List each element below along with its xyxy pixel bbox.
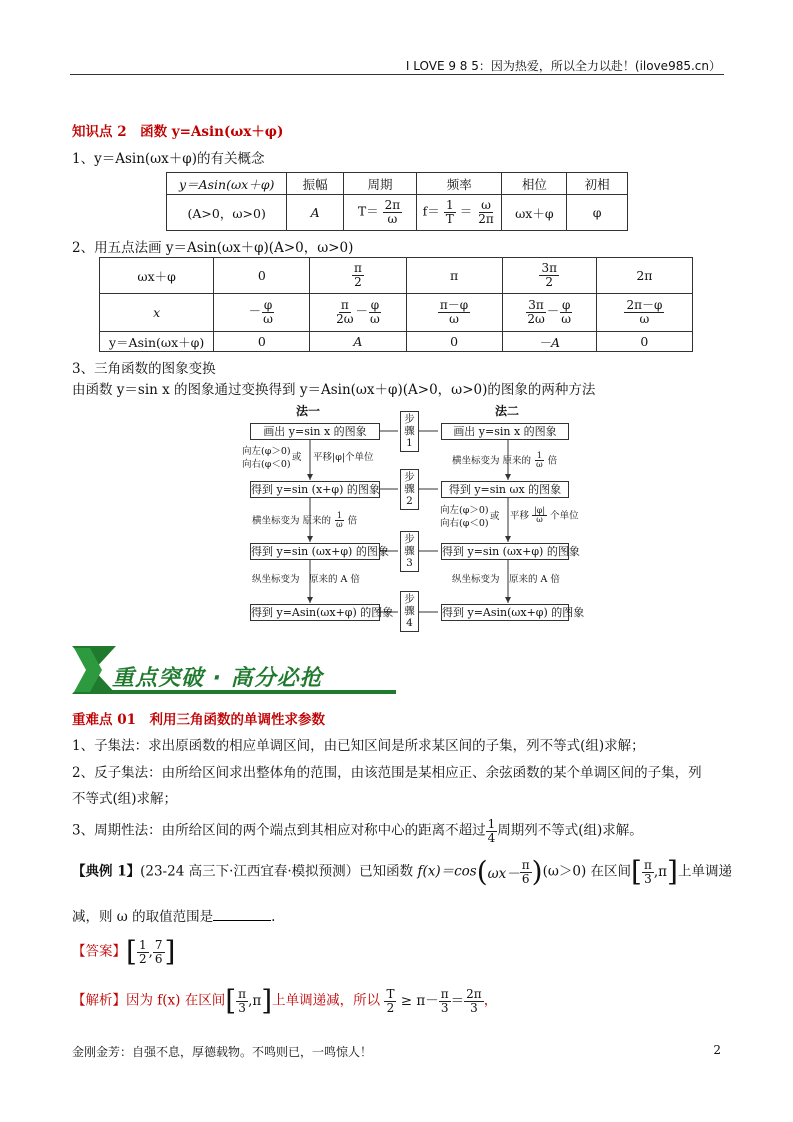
shift-right-label: 向右(φ＜0): [440, 518, 489, 529]
example-label: 【典例 1】: [72, 863, 141, 880]
numerator: φ: [263, 298, 273, 313]
denominator: ω: [370, 312, 380, 326]
answer-label: 【答案】: [72, 943, 126, 960]
label-text: 倍: [347, 515, 358, 527]
table-header: y＝Asin(ωx＋φ): [167, 173, 287, 195]
step-2-box: 步骤2: [400, 469, 419, 510]
denominator: 3: [470, 1000, 478, 1015]
table-header: 相位: [502, 173, 567, 195]
table-cell: 0: [214, 332, 310, 352]
shift-amount-label: 平移|φ|个单位: [313, 452, 374, 463]
fraction: [334, 299, 355, 325]
numerator: T: [386, 986, 395, 1001]
table-header: 周期: [343, 173, 416, 195]
item-3-description: 由函数 y＝sin x 的图象通过变换得到 y＝Asin(ωx＋φ)(A>0，ω>0)的图象的两种方法: [72, 382, 596, 398]
concept-table: [166, 172, 628, 231]
fraction: [642, 859, 654, 885]
text-segment: 周期列不等式(组)求解。: [497, 822, 643, 839]
label-text: 平移: [510, 510, 530, 522]
numerator: 1: [336, 511, 342, 520]
denominator: 2ω: [527, 312, 545, 326]
five-point-table: [99, 257, 693, 352]
denominator: 6: [154, 951, 163, 966]
analysis-label: 【解析】: [72, 992, 126, 1009]
flow-box-draw-sin: 画出 y=sin x 的图象: [441, 423, 569, 440]
horizontal-scale-label: [452, 452, 557, 470]
shift-left-label: 向左(φ＞0): [242, 446, 291, 457]
table-cell: [596, 294, 692, 332]
flow-box-asin: 得到 y=Asin(ωx+φ) 的图象: [251, 606, 394, 619]
shift-right-label: 向右(φ＜0): [242, 459, 291, 470]
formula-text: ＝: [450, 992, 465, 1009]
numerator: 3π: [541, 261, 557, 276]
denominator: ω: [336, 520, 343, 530]
formula-text: (ω＞0) 在区间: [542, 863, 632, 880]
table-cell: x: [100, 294, 214, 332]
numerator: π: [238, 986, 247, 1001]
table-cell: A: [287, 195, 344, 231]
item-2-heading: 2、用五点法画 y＝Asin(ωx＋φ)(A>0，ω>0): [72, 240, 354, 256]
inequality: [384, 986, 483, 1015]
fraction: [464, 988, 484, 1014]
item-1-heading: 1、y＝Asin(ωx＋φ)的有关概念: [72, 151, 265, 167]
denominator: ω: [387, 212, 398, 226]
flow-box-asin: 得到 y=Asin(ωx+φ) 的图象: [442, 606, 585, 619]
table-cell: 0: [596, 332, 692, 352]
denominator: 2: [354, 275, 362, 289]
label-text: 横坐标变为: [452, 455, 500, 467]
table-cell: ωx＋φ: [100, 258, 214, 294]
numerator: φ: [370, 298, 380, 313]
formula-text: ,: [148, 944, 153, 960]
denominator: 2: [138, 951, 147, 966]
fraction: [352, 262, 364, 288]
label-text: 原来的: [302, 515, 332, 527]
label-text: 原来的 A 倍: [509, 574, 560, 585]
or-label: 或: [490, 511, 500, 522]
fraction: [137, 939, 149, 965]
fraction: [532, 507, 547, 525]
flow-box-sin-wx-phi: 得到 y=sin (ωx+φ) 的图象: [251, 545, 389, 558]
numerator: 3π: [528, 298, 544, 313]
table-cell: [502, 258, 596, 294]
flow-box-sin-wx: 得到 y=sin ωx 的图象: [441, 481, 569, 498]
formula-text: f＝: [422, 204, 440, 219]
answer-interval: [ $\frac{1}{2}$ , $\frac{7}{6}$ ]: [126, 935, 176, 968]
fraction: [559, 299, 573, 325]
table-cell: [310, 294, 406, 332]
method-reverse-subset: 2、反子集法：由所给区间求出整体角的范围，由该范围是某相应正、余弦函数的某个单调区间的子集，列: [72, 765, 702, 781]
table-header: 频率: [417, 173, 502, 195]
table-cell: [310, 258, 406, 294]
numerator: π: [643, 857, 652, 872]
numerator: π: [440, 986, 449, 1001]
fraction: [261, 299, 275, 325]
page-footer: 金刚金芳：自强不息，厚德载物。不鸣则已，一鸣惊人！: [72, 1045, 373, 1059]
header-divider: [70, 74, 724, 75]
denominator: ω: [639, 312, 650, 326]
shift-left-label: 向左(φ＞0): [440, 505, 489, 516]
table-cell: [343, 195, 416, 231]
fraction: [384, 988, 396, 1014]
formula-text: ,π: [653, 864, 668, 880]
table-cell: (A>0，ω>0): [167, 195, 287, 231]
fraction: [520, 859, 532, 885]
text-segment: 3、周期性法：由所给区间的两个端点到其相应对称中心的距离不超过: [72, 822, 486, 839]
paren-group: ( ωx－ $\frac{\pi}{6}$ ): [476, 855, 543, 888]
numerator: φ: [561, 298, 571, 313]
text-segment: 上单调递: [677, 863, 732, 880]
step-4-box: 步骤4: [400, 591, 419, 632]
method-reverse-subset-cont: 不等式(组)求解；: [72, 791, 178, 807]
denominator: 2: [386, 1000, 395, 1015]
method-subset: 1、子集法：求出原函数的相应单调区间，由已知区间是所求某区间的子集，列不等式(组)求解；: [72, 738, 645, 754]
numerator: 2π: [384, 198, 401, 213]
denominator: 2ω: [336, 312, 354, 326]
denominator: ω: [263, 312, 273, 326]
table-cell: 2π: [596, 258, 692, 294]
numerator: 1: [138, 937, 147, 952]
fraction: [525, 299, 546, 325]
numerator: 2π－φ: [626, 298, 663, 313]
page-header: I LOVE 9 8 5：因为热爱，所以全力以赴！(ilove985.cn）: [405, 59, 721, 73]
formula-text: －: [248, 304, 262, 319]
numerator: π－φ: [439, 298, 469, 313]
numerator: 7: [154, 937, 163, 952]
label-text: 纵坐标变为: [452, 574, 500, 585]
denominator: 3: [440, 1000, 449, 1015]
step-1-box: 步骤1: [400, 411, 419, 452]
or-label: 或: [292, 452, 302, 463]
numerator: π: [340, 298, 349, 313]
formula-text: ,π: [248, 993, 262, 1009]
denominator: 4: [487, 830, 496, 845]
formula-text: ≥ π－: [400, 992, 439, 1009]
numerator: |φ|: [534, 506, 546, 515]
formula-text: －: [355, 304, 368, 319]
fraction: [368, 299, 382, 325]
formula-text: f(x)＝cos: [417, 863, 477, 880]
denominator: ω: [536, 460, 543, 470]
numerator: 2π: [466, 986, 482, 1001]
knowledge-point-title: 知识点 2 函数 y=Asin(ωx＋φ): [72, 124, 284, 140]
horizontal-scale-label: [252, 512, 357, 530]
analysis-line: [72, 984, 498, 1017]
text-segment: 上单调递减，所以: [272, 992, 381, 1009]
fraction: [476, 199, 496, 225]
fraction: [383, 199, 403, 225]
fraction: [534, 452, 545, 470]
item-3-heading: 3、三角函数的图象变换: [72, 361, 216, 377]
flow-box-sin-x-phi: 得到 y=sin (x+φ) 的图象: [251, 483, 380, 496]
fraction: [624, 299, 664, 325]
flow-box-draw-sin: 画出 y=sin x 的图象: [250, 423, 380, 440]
fraction: [486, 818, 498, 844]
table-cell: [502, 294, 596, 332]
numerator: π: [521, 857, 530, 872]
shift-amount-label: [510, 507, 579, 525]
example-source: (23-24 高三下·江西宜春·模拟预测）已知函数: [140, 863, 414, 880]
section-banner-title: 重点突破 · 高分必抢: [112, 666, 323, 691]
page-number: 2: [713, 1043, 721, 1057]
label-text: 原来的 A 倍: [309, 574, 360, 585]
text-segment: 减，则 ω 的取值范围是: [72, 909, 214, 925]
numerator: 1: [536, 451, 542, 460]
numerator: π: [353, 261, 362, 276]
method-period: [72, 818, 643, 844]
formula-text: ωx－: [487, 866, 520, 882]
fraction: [153, 939, 165, 965]
method-one-label: 法一: [296, 404, 321, 418]
answer-line: [72, 935, 176, 968]
table-cell: －A: [502, 332, 596, 352]
fraction: [236, 988, 248, 1014]
answer-blank: [213, 920, 271, 921]
fraction: [444, 199, 456, 225]
table-header: 振幅: [287, 173, 344, 195]
table-cell: [214, 294, 310, 332]
text-segment: ，: [483, 992, 498, 1009]
table-cell: π: [406, 258, 502, 294]
table-cell: [406, 294, 502, 332]
formula-text: T＝: [357, 204, 379, 219]
text-segment: 因为 f(x) 在区间: [126, 992, 226, 1009]
denominator: 3: [238, 1000, 246, 1015]
formula-text: －: [546, 304, 560, 319]
table-cell: φ: [567, 195, 628, 231]
label-text: 原来的: [502, 455, 532, 467]
fraction: [334, 512, 345, 530]
method-two-label: 法二: [495, 404, 520, 418]
table-cell: [417, 195, 502, 231]
denominator: 6: [521, 871, 530, 886]
fraction: [539, 262, 559, 288]
interval: [ $\frac{\pi}{3}$ ,π ]: [631, 855, 678, 888]
example-1-line-2: [72, 905, 275, 925]
numerator: 1: [445, 198, 454, 213]
formula-text: ＝: [459, 204, 473, 219]
denominator: T: [445, 212, 454, 226]
denominator: ω: [561, 312, 572, 326]
denominator: ω: [536, 515, 543, 525]
fraction: [439, 988, 451, 1014]
table-cell: 0: [214, 258, 310, 294]
label-text: 倍: [547, 455, 558, 467]
denominator: 2: [545, 275, 554, 289]
vertical-scale-label: [452, 574, 560, 586]
numerator: 1: [487, 817, 496, 831]
text-segment: .: [271, 909, 276, 925]
fraction: [438, 299, 470, 325]
denominator: 2π: [478, 212, 494, 226]
denominator: ω: [449, 312, 459, 326]
label-text: 个单位: [550, 510, 579, 522]
vertical-scale-label: [252, 574, 360, 586]
table-header: 初相: [567, 173, 628, 195]
table-cell: y＝Asin(ωx＋φ): [100, 332, 214, 352]
step-3-box: 步骤3: [400, 531, 419, 572]
key-point-title: 重难点 01 利用三角函数的单调性求参数: [72, 712, 325, 728]
table-cell: 0: [406, 332, 502, 352]
label-text: 横坐标变为: [252, 515, 300, 527]
numerator: ω: [481, 198, 491, 213]
table-cell: A: [310, 332, 406, 352]
interval: [ $\frac{\pi}{3}$ ,π ]: [225, 984, 273, 1017]
label-text: 纵坐标变为: [252, 574, 300, 585]
denominator: 3: [644, 871, 652, 886]
flow-box-sin-wx-phi: 得到 y=sin (ωx+φ) 的图象: [442, 545, 580, 558]
example-1-line-1: [72, 855, 732, 888]
table-cell: ωx＋φ: [502, 195, 567, 231]
